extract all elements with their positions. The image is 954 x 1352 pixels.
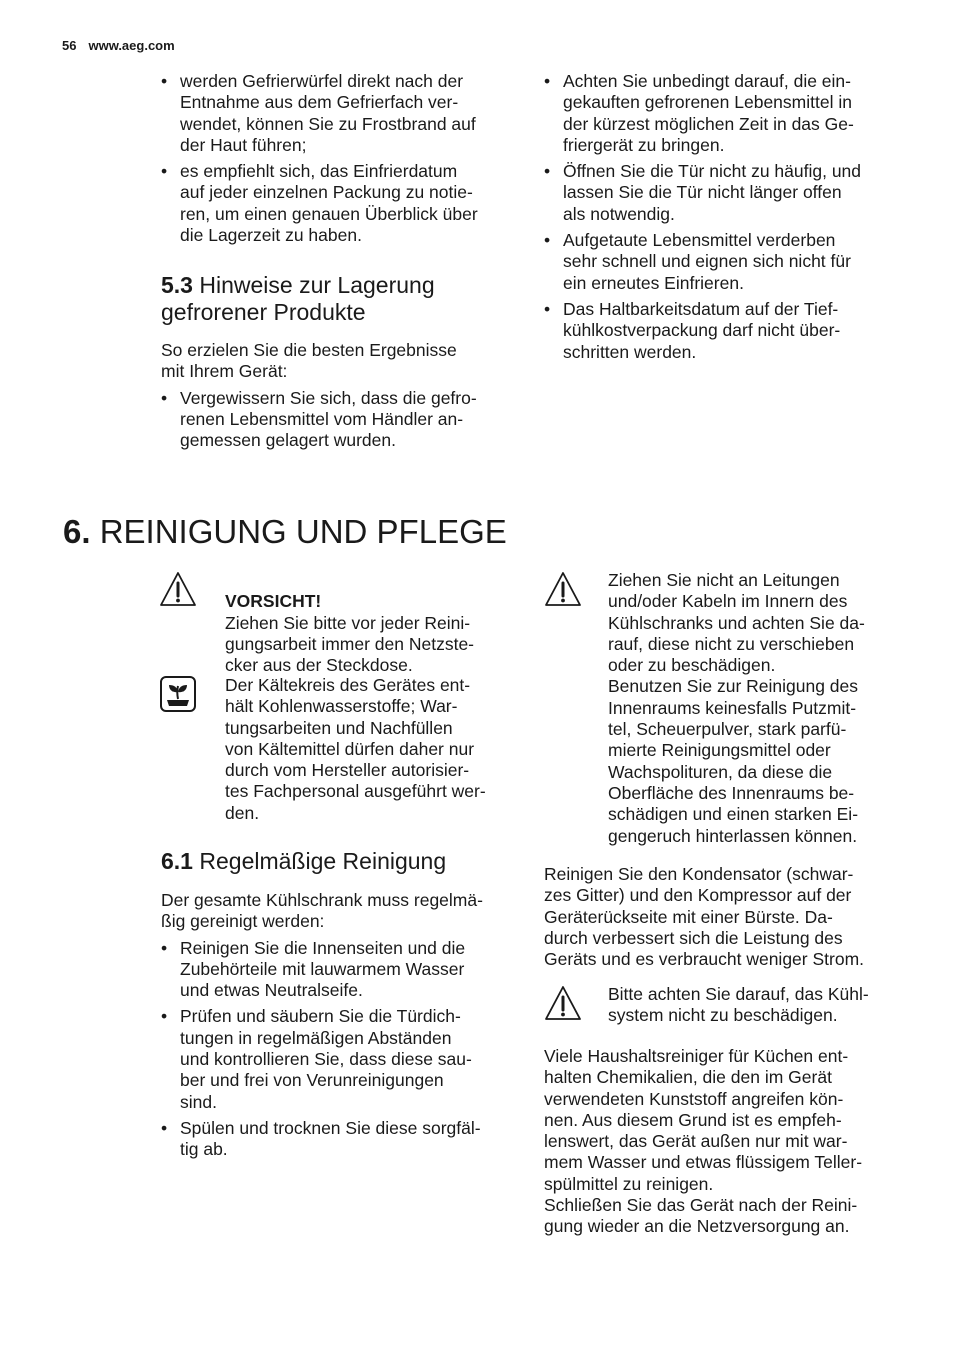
section-5-3	[161, 272, 516, 456]
notice-title: VORSICHT!	[225, 591, 322, 612]
top-left-column	[161, 71, 516, 251]
section-title: Hinweise zur Lagerung gefrorener Produkte	[161, 272, 435, 325]
condenser-paragraph	[544, 864, 914, 970]
section-number: 6.1	[161, 848, 193, 874]
chapter-title: REINIGUNG UND PFLEGE	[99, 513, 507, 550]
chapter-heading	[63, 513, 507, 551]
notice-text: Ziehen Sie nicht an Leitungen und/oder Kabeln im Innern des Kühlschranks und achten Sie da- rauf, diese nicht zu verschieben oder zu beschädigen. Benutzen Sie zur Reinigung des Innenraums keinesfalls Putzmit- tel, Scheuerpulver, stark parfü- mierte Reinigungsmittel oder Wachspolituren, da diese die Oberfläche des Innenraums be- schädigen und einen starken Ei- gengeruch hinterlassen können.	[608, 570, 865, 846]
section-title: Regelmäßige Reinigung	[199, 848, 447, 874]
section-6-1	[161, 848, 516, 1166]
list-item: • Das Haltbarkeitsdatum auf der Tief- kühlkostverpackung darf nicht über- schritten werden.	[544, 299, 904, 363]
paragraph: Viele Haushaltsreiniger für Küchen ent- halten Chemikalien, die den im Gerät verwendeten Kunststoff angreifen kön- nen. Aus diesem Grund ist es empfeh- lenswert, das Gerät außen nur mit war- mem Wasser und etwas flüssigem Teller- spülmittel zu reinigen. Schließen Sie das Gerät nach der Reini- gung wieder an die Netzversorgung an.	[544, 1046, 863, 1237]
section-number: 5.3	[161, 272, 193, 298]
cables-notice	[544, 570, 904, 850]
site-url: www.aeg.com	[88, 38, 175, 53]
page-number: 56	[62, 38, 77, 53]
cleaning-steps-list	[161, 938, 516, 1161]
section-heading	[161, 848, 516, 875]
environment-icon	[159, 675, 197, 713]
list-item: • Spülen und trocknen Sie diese sorgfäl- tig ab.	[161, 1118, 516, 1161]
frozen-food-tips-list	[544, 71, 904, 363]
section-heading	[161, 272, 516, 326]
list-item: • Öffnen Sie die Tür nicht zu häufig, und lassen Sie die Tür nicht länger offen als notwendig.	[544, 161, 904, 225]
list-item: • Prüfen und säubern Sie die Türdich- tungen in regelmäßigen Abständen und kontrollieren Sie, dass diese sau- ber und frei von Verunreinigungen sind.	[161, 1006, 516, 1112]
warning-triangle-icon	[159, 570, 197, 608]
notice-text: Bitte achten Sie darauf, das Kühl- system nicht zu beschädigen.	[608, 984, 869, 1026]
cooling-system-notice	[544, 984, 904, 1030]
section-intro: Der gesamte Kühlschrank muss regelmä- ßig gereinigt werden:	[161, 890, 483, 932]
paragraph: Reinigen Sie den Kondensator (schwar- zes Gitter) und den Kompressor auf der Geräterückseite mit einer Bürste. Da- durch verbessert sich die Leistung des Geräts und es verbraucht weniger Strom.	[544, 864, 865, 970]
freezer-tips-list	[161, 71, 516, 246]
list-item: • es empfiehlt sich, das Einfrierdatum auf jeder einzelnen Packung zu notie- ren, um einen genauen Überblick über die Lagerzeit zu haben.	[161, 161, 516, 246]
household-cleaners-paragraph	[544, 1046, 914, 1238]
chapter-number: 6.	[63, 513, 91, 550]
environment-notice	[159, 675, 519, 825]
storage-tips-list	[161, 388, 516, 452]
page-header	[62, 38, 175, 53]
warning-triangle-icon	[544, 570, 582, 608]
list-item: • Achten Sie unbedingt darauf, die ein- gekauften gefrorenen Lebensmittel in der kürzest möglichen Zeit in das Ge- friergerät zu bringen.	[544, 71, 904, 156]
list-item: • Reinigen Sie die Innenseiten und die Zubehörteile mit lauwarmem Wasser und etwas Neutralseife.	[161, 938, 516, 1002]
list-item: • werden Gefrierwürfel direkt nach der Entnahme aus dem Gefrierfach ver- wendet, können Sie zu Frostbrand auf der Haut führen;	[161, 71, 516, 156]
list-item: • Vergewissern Sie sich, dass die gefro- renen Lebensmittel vom Händler an- gemessen gelagert wurden.	[161, 388, 516, 452]
notice-text: Ziehen Sie bitte vor jeder Reini- gungsarbeit immer den Netzste- cker aus der Steckdose.	[225, 612, 474, 676]
list-item: • Aufgetaute Lebensmittel verderben sehr schnell und eignen sich nicht für ein erneutes Einfrieren.	[544, 230, 904, 294]
caution-notice	[159, 570, 519, 676]
section-intro: So erzielen Sie die besten Ergebnisse mit Ihrem Gerät:	[161, 340, 457, 382]
warning-triangle-icon	[544, 984, 582, 1022]
top-right-column	[544, 71, 904, 368]
notice-text: Der Kältekreis des Gerätes ent- hält Kohlenwasserstoffe; War- tungsarbeiten und Nachfüllen von Kältemittel dürfen daher nur durch vom Hersteller autorisier- tes Fachpersonal ausgeführt wer- den.	[225, 675, 486, 823]
